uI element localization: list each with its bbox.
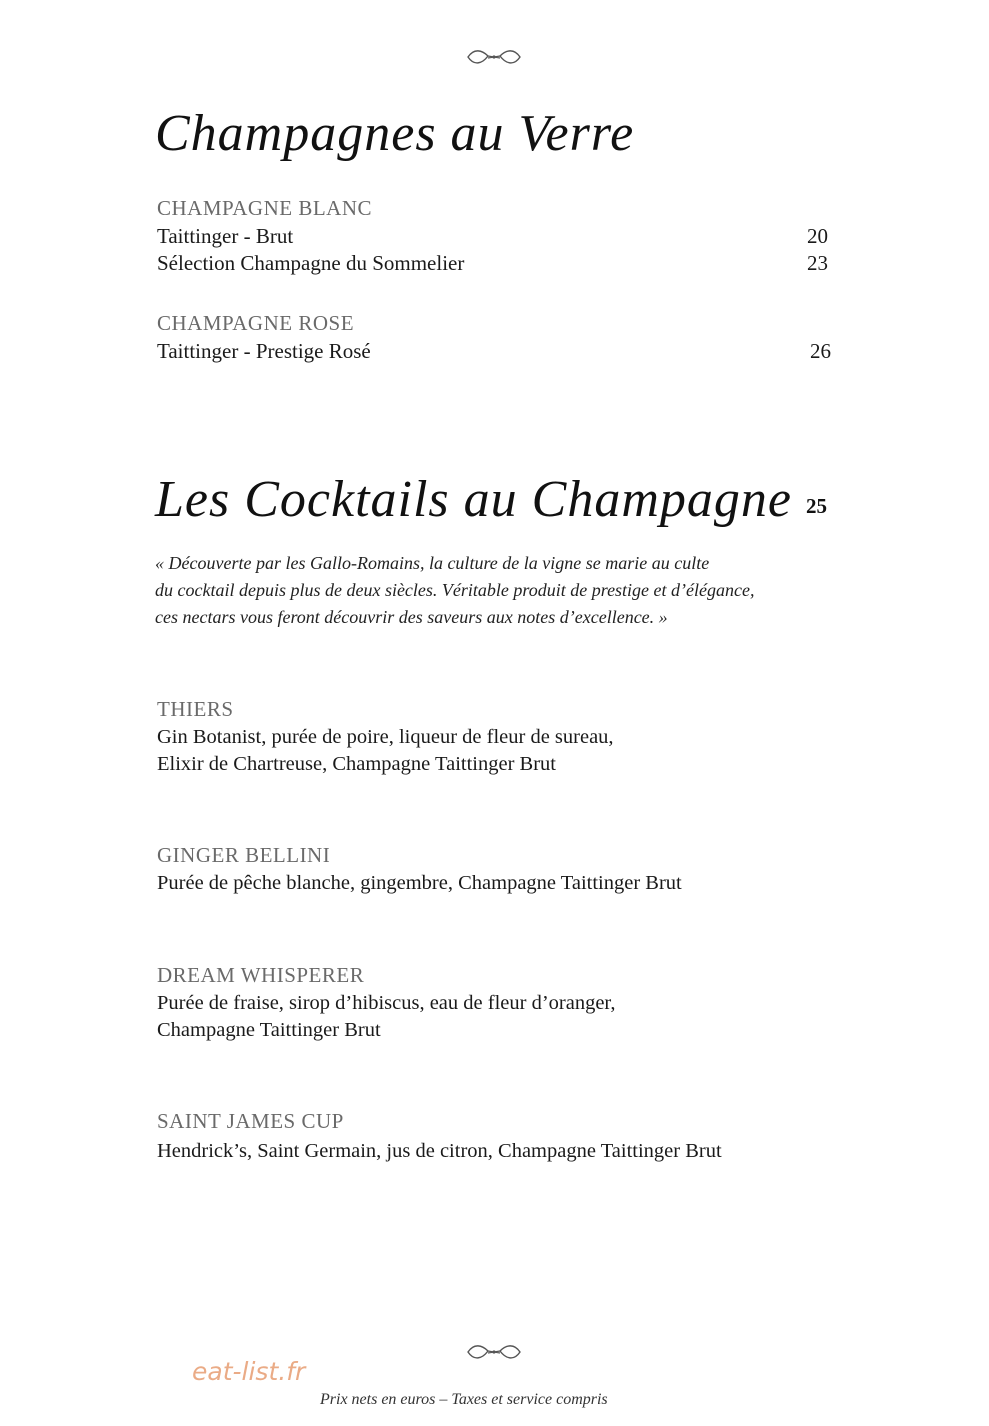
section-title-champagnes: Champagnes au Verre	[155, 105, 635, 162]
description-line: Purée de fraise, sirop d’hibiscus, eau de fleur d’oranger,	[157, 992, 616, 1014]
description-line: Elixir de Chartreuse, Champagne Taittinger Brut	[157, 753, 556, 775]
menu-item-name: Taittinger - Prestige Rosé	[157, 339, 371, 363]
cocktail-description	[157, 1138, 722, 1165]
menu-item-name: Taittinger - Brut	[157, 224, 294, 248]
watermark: eat-list.fr	[192, 1357, 306, 1386]
cocktail-description	[157, 870, 682, 897]
quote-line: du cocktail depuis plus de deux siècles. Véritable produit de prestige et d’élégance,	[155, 580, 755, 600]
menu-item-name: Sélection Champagne du Sommelier	[157, 251, 465, 275]
heading-champagne-rose: CHAMPAGNE ROSE	[157, 311, 355, 335]
menu-item-price: 23	[807, 251, 828, 275]
cocktail-name: THIERS	[157, 697, 234, 721]
cocktail-name: DREAM WHISPERER	[157, 963, 365, 987]
menu-item-price: 26	[810, 339, 831, 363]
quote-line: ces nectars vous feront découvrir des saveurs aux notes d’excellence. »	[155, 607, 668, 627]
cocktail-description	[157, 990, 616, 1044]
cocktails-quote	[155, 550, 835, 631]
cocktail-name: GINGER BELLINI	[157, 843, 331, 867]
description-line: Champagne Taittinger Brut	[157, 1019, 381, 1041]
ornament-flourish-icon	[466, 1339, 522, 1365]
heading-champagne-blanc: CHAMPAGNE BLANC	[157, 196, 373, 220]
description-line: Purée de pêche blanche, gingembre, Champagne Taittinger Brut	[157, 872, 682, 894]
description-line: Gin Botanist, purée de poire, liqueur de fleur de sureau,	[157, 726, 614, 748]
menu-item-price: 20	[807, 224, 828, 248]
cocktail-description	[157, 724, 614, 778]
section-title-cocktails: Les Cocktails au Champagne	[155, 471, 792, 528]
footer-note: Prix nets en euros – Taxes et service compris	[320, 1391, 608, 1408]
ornament-flourish-icon	[466, 44, 522, 70]
cocktails-price: 25	[806, 494, 827, 518]
cocktail-name: SAINT JAMES CUP	[157, 1109, 344, 1133]
description-line: Hendrick’s, Saint Germain, jus de citron, Champagne Taittinger Brut	[157, 1140, 722, 1162]
quote-line: « Découverte par les Gallo-Romains, la culture de la vigne se marie au culte	[155, 553, 710, 573]
